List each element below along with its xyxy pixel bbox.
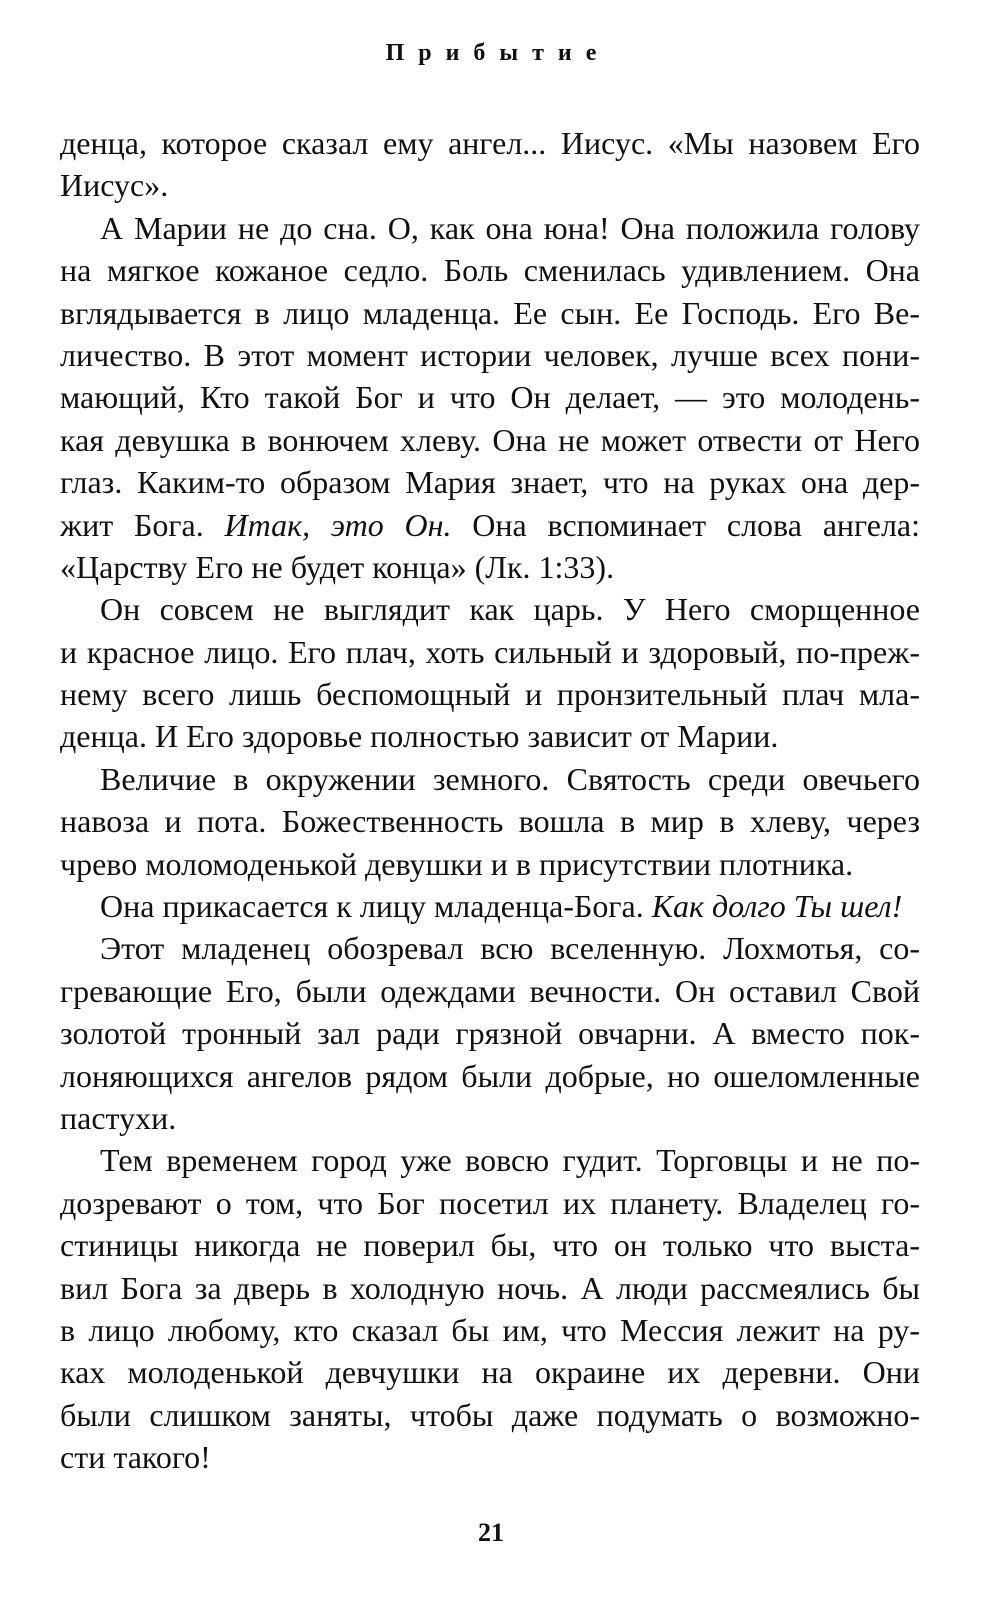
text-line: мающий, Кто такой Бог и что Он делает, — это молодень- [60, 379, 920, 416]
text-line: глаз. Каким-то образом Мария знает, что на руках она дер- [60, 464, 920, 501]
text-line: вглядывается в лицо младенца. Ее сын. Ее Господь. Его Ве- [60, 294, 920, 331]
text-line [60, 885, 920, 927]
page-number: 21 [478, 1518, 504, 1547]
italic-phrase: Итак, это Он. [224, 506, 452, 543]
text-line [60, 504, 920, 546]
text-line: на мягкое кожаное седло. Боль сменилась удивлением. Она [60, 252, 920, 289]
text-line: были слишком заняты, чтобы даже подумать о возможно- [60, 1396, 920, 1433]
text-segment: жит Бога. [60, 506, 225, 543]
text-line: денца. И Его здоровье полностью зависит от Марии. [60, 718, 779, 755]
text-line: сти такого! [60, 1439, 211, 1476]
text-segment: Она вспоминает слова ангела: [451, 506, 920, 543]
text-line: дозревают о том, что Бог посетил их планету. Владелец го- [60, 1184, 920, 1221]
text-line: Иисус». [60, 167, 169, 204]
text-line: А Марии не до сна. О, как она юна! Она положила голову [100, 209, 920, 246]
text-segment: Она прикасается к лицу младенца-Бога. [100, 888, 652, 925]
text-line: ках молоденькой девчушки на окраине их деревни. Они [60, 1354, 920, 1391]
text-line: Он совсем не выглядит как царь. У Него сморщенное [100, 591, 920, 628]
text-line: Величие в окружении земного. Святость среди овечьего [100, 760, 920, 797]
text-line: гревающие Его, были одеждами вечности. Он оставил Свой [60, 972, 920, 1009]
text-line: Тем временем город уже вовсю гудит. Торговцы и не по- [100, 1142, 920, 1179]
text-line: золотой тронный зал ради грязной овчарни. А вместо пок- [60, 1015, 920, 1052]
text-line: лоняющихся ангелов рядом были добрые, но ошеломленные [60, 1057, 920, 1094]
text-line: пастухи. [60, 1099, 177, 1136]
running-head: Прибытие [385, 40, 611, 66]
text-line: «Царству Его не будет конца» (Лк. 1:33). [60, 548, 615, 585]
text-line: кая девушка в вонючем хлеву. Она не может отвести от Него [60, 421, 920, 458]
text-line: и красное лицо. Его плач, хоть сильный и здоровый, по-преж- [60, 633, 920, 670]
text-line: денца, которое сказал ему ангел... Иисус. «Мы назовем Его [60, 125, 920, 161]
text-line: стиницы никогда не поверил бы, что он только что выста- [60, 1227, 920, 1264]
text-line: Этот младенец обозревал всю вселенную. Лохмотья, со- [100, 930, 920, 967]
text-line: в лицо любому, кто сказал бы им, что Мессия лежит на ру- [60, 1311, 920, 1348]
text-line: нему всего лишь беспомощный и пронзительный плач мла- [60, 676, 920, 713]
text-line: вил Бога за дверь в холодную ночь. А люди рассмеялись бы [60, 1269, 920, 1306]
italic-phrase: Как долго Ты шел! [651, 888, 903, 925]
body-text [60, 122, 920, 1479]
text-line: чрево моломоденькой девушки и в присутствии плотника. [60, 845, 854, 882]
text-line: личество. В этот момент истории человек, лучше всех пони- [60, 336, 920, 373]
text-line: навоза и пота. Божественность вошла в мир в хлеву, через [60, 803, 920, 840]
